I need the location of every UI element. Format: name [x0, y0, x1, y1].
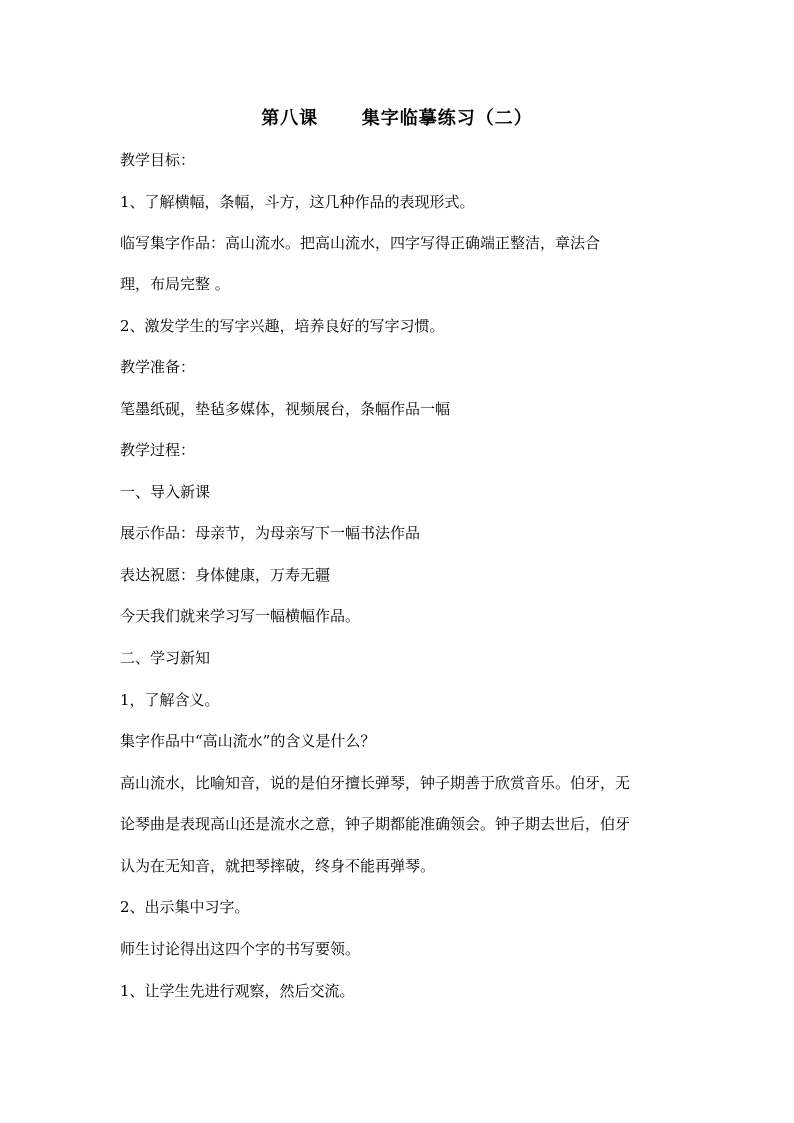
line-goal-1-detail-cont: 理，布局完整 。	[120, 275, 230, 293]
line-preparation-items: 笔墨纸砚，垫毡多媒体，视频展台，条幅作品一幅	[120, 400, 451, 418]
line-section-1-heading: 一、导入新课	[120, 483, 211, 501]
line-meaning-question: 集字作品中“高山流水”的含义是什么？	[120, 732, 376, 750]
line-teaching-goals-heading: 教学目标：	[120, 151, 196, 169]
line-meaning-answer-2: 论琴曲是表现高山还是流水之意，钟子期都能准确领会。钟子期去世后，伯牙	[120, 815, 631, 833]
line-process-heading: 教学过程：	[120, 441, 196, 459]
line-goal-1: 1、了解横幅，条幅，斗方，这几种作品的表现形式。	[120, 193, 475, 211]
line-discussion: 师生讨论得出这四个字的书写要领。	[120, 940, 361, 958]
line-show-characters: 2、出示集中习字。	[120, 898, 250, 916]
line-express-wish: 表达祝愿：身体健康，万寿无疆	[120, 566, 331, 584]
lesson-title: 第八课 集字临摹练习（二）	[261, 108, 533, 129]
line-goal-2: 2、激发学生的写字兴趣，培养良好的写字习惯。	[120, 317, 445, 335]
line-meaning-answer-1: 高山流水，比喻知音，说的是伯牙擅长弹琴，钟子期善于欣赏音乐。伯牙，无	[120, 774, 631, 792]
line-section-2-heading: 二、学习新知	[120, 649, 211, 667]
line-preparation-heading: 教学准备：	[120, 358, 196, 376]
line-understand-meaning: 1，了解含义。	[120, 691, 220, 709]
line-show-work: 展示作品：母亲节，为母亲写下一幅书法作品	[120, 524, 421, 542]
line-goal-1-detail: 临写集字作品：高山流水。把高山流水，四字写得正确端正整洁，章法合	[120, 234, 601, 252]
line-observe: 1、让学生先进行观察，然后交流。	[120, 982, 355, 1000]
line-today: 今天我们就来学习写一幅横幅作品。	[120, 607, 361, 625]
line-meaning-answer-3: 认为在无知音，就把琴摔破，终身不能再弹琴。	[120, 857, 436, 875]
